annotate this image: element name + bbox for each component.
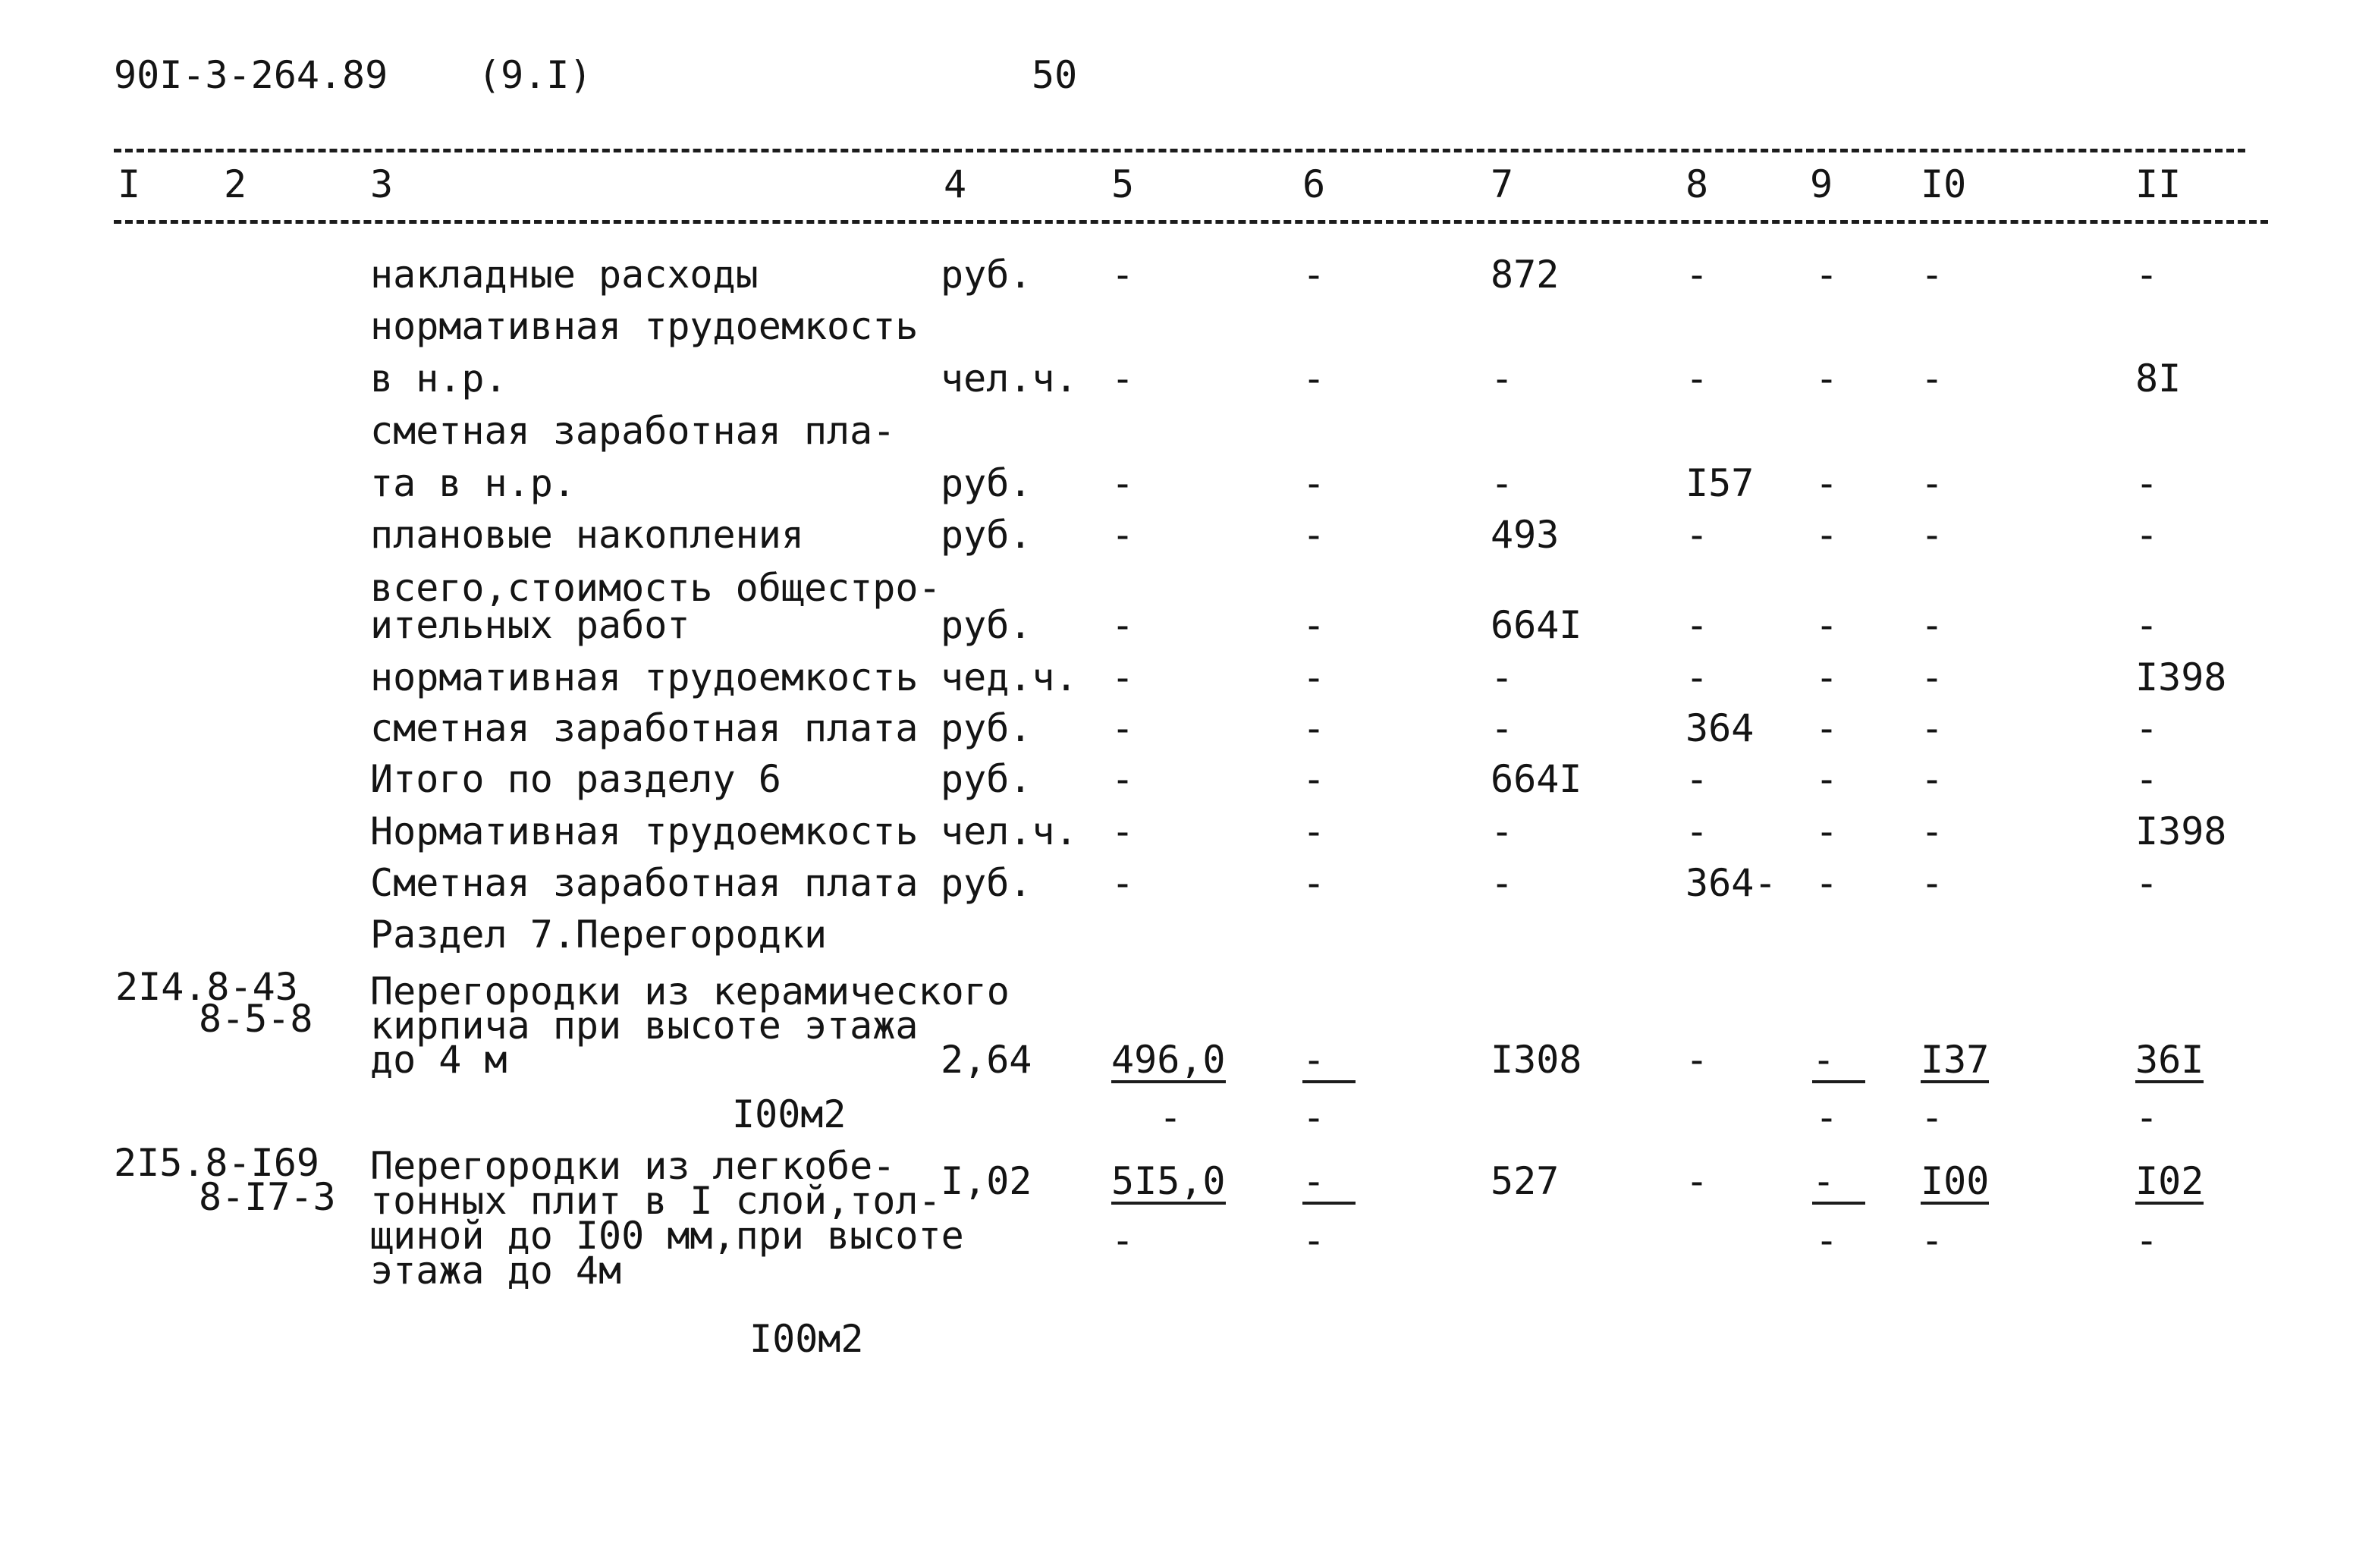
row-unit: руб. bbox=[941, 461, 1032, 505]
item-description: кирпича при высоте этажа bbox=[370, 1004, 919, 1048]
cell-col11: - bbox=[2135, 461, 2159, 505]
cell-col7: I308 bbox=[1491, 1038, 1582, 1082]
cell-col8: 364- bbox=[1685, 861, 1777, 905]
cell-col11: - bbox=[2135, 757, 2159, 801]
cell-col6: - bbox=[1302, 461, 1326, 505]
cell-col6: - bbox=[1302, 757, 1326, 801]
column-header: 8 bbox=[1685, 162, 1709, 206]
cell-col7: 527 bbox=[1491, 1159, 1560, 1203]
cell-col9-secondary: - bbox=[1815, 1218, 1839, 1262]
cell-col5: - bbox=[1111, 861, 1135, 905]
row-unit: руб. bbox=[941, 253, 1032, 297]
cell-col10: - bbox=[1921, 757, 1944, 801]
row-unit: чед.ч. bbox=[941, 655, 1078, 699]
cell-col8: - bbox=[1685, 1038, 1709, 1082]
cell-col5: - bbox=[1111, 461, 1135, 505]
cell-col11: I02 bbox=[2135, 1159, 2204, 1203]
item-quantity: 2,64 bbox=[941, 1038, 1032, 1082]
cell-col6: - bbox=[1302, 513, 1326, 557]
cell-col5: 5I5,0 bbox=[1111, 1159, 1226, 1203]
cell-col10: - bbox=[1921, 253, 1944, 297]
item-description: до 4 м bbox=[370, 1038, 507, 1082]
cell-col11-secondary: - bbox=[2135, 1095, 2159, 1139]
column-header: I bbox=[118, 162, 141, 206]
cell-col7: - bbox=[1491, 809, 1514, 853]
row-unit: руб. bbox=[941, 757, 1032, 801]
cell-col7: 664I bbox=[1491, 757, 1582, 801]
cell-col9: - bbox=[1815, 253, 1839, 297]
cell-col7: - bbox=[1491, 706, 1514, 750]
cell-col7: - bbox=[1491, 461, 1514, 505]
cell-col8: - bbox=[1685, 757, 1709, 801]
cell-col9: - bbox=[1815, 655, 1839, 699]
row-name-continued: ительных работ bbox=[370, 603, 690, 647]
row-name: Итого по разделу 6 bbox=[370, 757, 781, 801]
cell-col9: - bbox=[1815, 861, 1839, 905]
cell-col11: 8I bbox=[2135, 357, 2182, 401]
cell-col5: - bbox=[1111, 706, 1135, 750]
cell-col6: - bbox=[1302, 809, 1326, 853]
cell-col5-secondary: - bbox=[1111, 1218, 1135, 1262]
cell-col8: - bbox=[1685, 1159, 1709, 1203]
cell-col6: - bbox=[1302, 1162, 1356, 1205]
page-number: 50 bbox=[1032, 53, 1078, 97]
row-unit: руб. bbox=[941, 603, 1032, 647]
column-header: 3 bbox=[370, 162, 394, 206]
cell-col11: - bbox=[2135, 513, 2159, 557]
cell-col10: - bbox=[1921, 861, 1944, 905]
row-name: сметная заработная плата bbox=[370, 706, 919, 750]
cell-col8: - bbox=[1685, 603, 1709, 647]
cell-col9: - bbox=[1815, 603, 1839, 647]
cell-col8: I57 bbox=[1685, 461, 1755, 505]
column-header: 6 bbox=[1302, 162, 1326, 206]
row-name-continued: в н.р. bbox=[370, 357, 507, 401]
row-unit: руб. bbox=[941, 706, 1032, 750]
cell-col5: - bbox=[1111, 757, 1135, 801]
row-unit: чел.ч. bbox=[941, 357, 1078, 401]
cell-col5: - bbox=[1111, 603, 1135, 647]
column-header: 7 bbox=[1491, 162, 1514, 206]
item-code: 8-5-8 bbox=[199, 997, 313, 1041]
row-unit: руб. bbox=[941, 513, 1032, 557]
column-header: 5 bbox=[1111, 162, 1135, 206]
row-name: нормативная трудоемкость bbox=[370, 655, 919, 699]
row-name: сметная заработная пла- bbox=[370, 409, 896, 453]
cell-col5: - bbox=[1111, 655, 1135, 699]
cell-col5: - bbox=[1111, 253, 1135, 297]
cell-col10-secondary: - bbox=[1921, 1095, 1944, 1139]
row-name: накладные расходы bbox=[370, 253, 759, 297]
cell-col9: - bbox=[1812, 1162, 1865, 1205]
cell-col9: - bbox=[1815, 757, 1839, 801]
cell-col7: 664I bbox=[1491, 603, 1582, 647]
cell-col9: - bbox=[1815, 513, 1839, 557]
cell-col6: - bbox=[1302, 603, 1326, 647]
cell-col8: - bbox=[1685, 809, 1709, 853]
column-header: 9 bbox=[1810, 162, 1833, 206]
cell-col9-secondary: - bbox=[1815, 1095, 1839, 1139]
cell-col5: - bbox=[1111, 357, 1135, 401]
item-unit: I00м2 bbox=[732, 1092, 847, 1136]
cell-col9: - bbox=[1815, 357, 1839, 401]
cell-col6-secondary: - bbox=[1302, 1218, 1326, 1262]
cell-col11: - bbox=[2135, 706, 2159, 750]
item-description: Перегородки из легкобе- bbox=[370, 1144, 896, 1188]
item-quantity: I,02 bbox=[941, 1159, 1032, 1203]
cell-col9: - bbox=[1815, 706, 1839, 750]
cell-col10-secondary: - bbox=[1921, 1218, 1944, 1262]
cell-col5: 496,0 bbox=[1111, 1038, 1226, 1082]
row-unit: чел.ч. bbox=[941, 809, 1078, 853]
column-header: II bbox=[2135, 162, 2182, 206]
row-name: Нормативная трудоемкость bbox=[370, 809, 919, 853]
cell-col11: - bbox=[2135, 253, 2159, 297]
cell-col8: - bbox=[1685, 655, 1709, 699]
cell-col6: - bbox=[1302, 861, 1326, 905]
item-description: щиной до I00 мм,при высоте bbox=[370, 1214, 964, 1258]
cell-col11: I398 bbox=[2135, 809, 2227, 853]
item-description: Перегородки из керамического bbox=[370, 969, 1010, 1013]
row-name: всего,стоимость общестро- bbox=[370, 566, 941, 610]
cell-col10: - bbox=[1921, 513, 1944, 557]
doc-code: 90I-3-264.89 bbox=[114, 53, 388, 97]
item-number: 2I5.8-I69 bbox=[114, 1141, 319, 1185]
cell-col10: I00 bbox=[1921, 1159, 1990, 1203]
row-unit: руб. bbox=[941, 861, 1032, 905]
cell-col6-secondary: - bbox=[1302, 1095, 1326, 1139]
cell-col11: - bbox=[2135, 603, 2159, 647]
item-unit: I00м2 bbox=[749, 1317, 864, 1361]
item-number: 2I4.8-43 bbox=[115, 965, 298, 1009]
cell-col9: - bbox=[1815, 461, 1839, 505]
item-code: 8-I7-3 bbox=[199, 1175, 336, 1219]
cell-col10: - bbox=[1921, 706, 1944, 750]
cell-col9: - bbox=[1815, 809, 1839, 853]
row-name: Сметная заработная плата bbox=[370, 861, 919, 905]
cell-col6: - bbox=[1302, 655, 1326, 699]
cell-col6: - bbox=[1302, 253, 1326, 297]
section-title: Раздел 7.Перегородки bbox=[370, 913, 828, 957]
cell-col8: - bbox=[1685, 357, 1709, 401]
row-name-continued: та в н.р. bbox=[370, 461, 576, 505]
section-ref: (9.I) bbox=[478, 53, 592, 97]
cell-col11-secondary: - bbox=[2135, 1218, 2159, 1262]
cell-col10: I37 bbox=[1921, 1038, 1990, 1082]
cell-col5-secondary: - bbox=[1159, 1095, 1183, 1139]
cell-col8: - bbox=[1685, 253, 1709, 297]
column-header: I0 bbox=[1921, 162, 1967, 206]
cell-col7: 493 bbox=[1491, 513, 1560, 557]
cell-col8: - bbox=[1685, 513, 1709, 557]
cell-col9: - bbox=[1812, 1041, 1865, 1083]
cell-col7: - bbox=[1491, 861, 1514, 905]
item-description: этажа до 4м bbox=[370, 1249, 622, 1293]
cell-col5: - bbox=[1111, 809, 1135, 853]
column-header: 2 bbox=[224, 162, 247, 206]
cell-col11: - bbox=[2135, 861, 2159, 905]
cell-col10: - bbox=[1921, 461, 1944, 505]
column-header: 4 bbox=[944, 162, 967, 206]
cell-col10: - bbox=[1921, 357, 1944, 401]
cell-col8: 364 bbox=[1685, 706, 1755, 750]
row-name: нормативная трудоемкость bbox=[370, 304, 919, 348]
cell-col6: - bbox=[1302, 1041, 1356, 1083]
cell-col11: I398 bbox=[2135, 655, 2227, 699]
item-description: тонных плит в I слой,тол- bbox=[370, 1179, 941, 1223]
cell-col6: - bbox=[1302, 706, 1326, 750]
cell-col7: 872 bbox=[1491, 253, 1560, 297]
cell-col11: 36I bbox=[2135, 1038, 2204, 1082]
cell-col7: - bbox=[1491, 357, 1514, 401]
cell-col5: - bbox=[1111, 513, 1135, 557]
cell-col10: - bbox=[1921, 603, 1944, 647]
cell-col10: - bbox=[1921, 809, 1944, 853]
row-name: плановые накопления bbox=[370, 513, 804, 557]
cell-col7: - bbox=[1491, 655, 1514, 699]
cell-col10: - bbox=[1921, 655, 1944, 699]
cell-col6: - bbox=[1302, 357, 1326, 401]
